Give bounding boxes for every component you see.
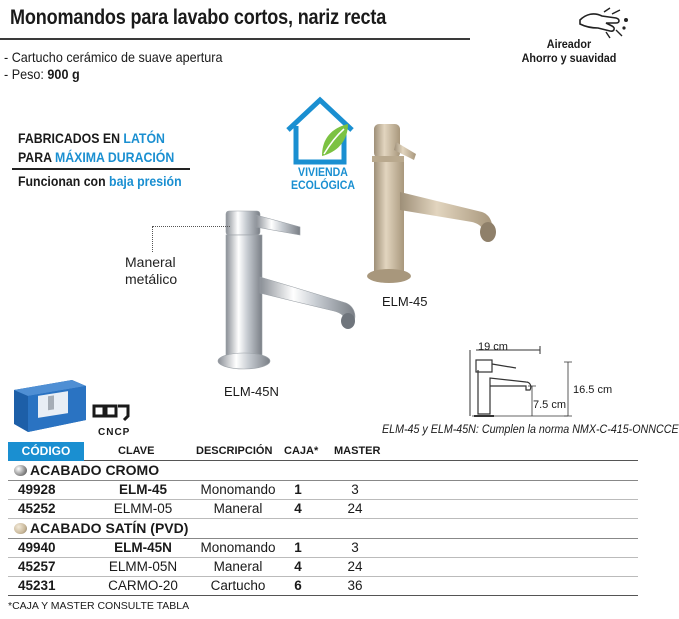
- cell-master: 3: [351, 540, 359, 555]
- cell-caja: 4: [294, 559, 302, 574]
- maneral-leader-v: [152, 226, 153, 252]
- cell-master: 24: [347, 559, 363, 574]
- header-caja: CAJA*: [284, 445, 319, 457]
- norma-note: ELM-45 y ELM-45N: Cumplen la norma NMX-C-415-ONNCCE: [382, 424, 679, 436]
- cell-codigo: 45252: [18, 501, 56, 516]
- elm45n-label: ELM-45N: [224, 384, 279, 399]
- callout-divider: [12, 168, 190, 170]
- dimension-width: 19 cm: [478, 341, 508, 353]
- cell-descripcion: Monomando: [200, 540, 276, 555]
- cell-master: 24: [347, 501, 363, 516]
- cell-codigo: 45257: [18, 559, 56, 574]
- cell-master: 3: [351, 482, 359, 497]
- maneral-callout: [125, 254, 177, 288]
- header-master: MASTER: [334, 445, 381, 457]
- spec-peso-value: 900 g: [47, 66, 80, 82]
- aireador-subtitle: Ahorro y suavidad: [521, 51, 617, 65]
- maneral-line1: Maneral: [125, 254, 176, 270]
- vivienda-line1: VIVIENDA: [298, 165, 348, 179]
- dimension-height: 16.5 cm: [573, 384, 613, 396]
- maneral-leader-h: [152, 226, 230, 227]
- table-row: [8, 500, 638, 519]
- cell-caja: 4: [294, 501, 302, 516]
- elm45-label: ELM-45: [382, 294, 428, 309]
- page-title: Monomandos para lavabo cortos, nariz recta: [10, 6, 387, 29]
- hand-water-icon: [576, 6, 634, 40]
- cncp-label: CNCP: [98, 427, 131, 438]
- cell-descripcion: Maneral: [213, 501, 263, 516]
- maxima-duracion-text: MÁXIMA DURACIÓN: [54, 149, 175, 165]
- aireador-caption: [516, 37, 622, 65]
- eco-house-icon: [282, 94, 358, 166]
- cell-clave: ELMM-05: [113, 501, 173, 516]
- faucet-satin-image: [352, 120, 512, 290]
- cell-caja: 1: [294, 540, 302, 555]
- spec-peso-label: - Peso:: [4, 66, 48, 82]
- baja-presion-text: baja presión: [109, 173, 182, 189]
- dimension-spout: 7.5 cm: [533, 399, 567, 411]
- maneral-line2: metálico: [125, 271, 178, 287]
- product-box-image: [12, 376, 88, 434]
- title-divider: [0, 38, 470, 40]
- cell-descripcion: Cartucho: [210, 578, 266, 593]
- cell-codigo: 45231: [18, 578, 56, 593]
- para-text: PARA: [18, 149, 55, 165]
- chrome-finish-icon: [14, 465, 27, 476]
- vivienda-line2: ECOLÓGICA: [291, 178, 355, 192]
- fabricados-callout: [18, 129, 174, 167]
- cell-caja: 6: [294, 578, 302, 593]
- cell-master: 36: [347, 578, 363, 593]
- cell-descripcion: Monomando: [200, 482, 276, 497]
- header-codigo: CÓDIGO: [8, 442, 84, 461]
- faucet-chrome-image: [204, 205, 374, 385]
- table-row: [8, 577, 638, 596]
- table-footnote: *CAJA Y MASTER CONSULTE TABLA: [8, 600, 190, 612]
- fabricados-line1: [18, 129, 174, 148]
- cell-descripcion: Maneral: [213, 559, 263, 574]
- cell-codigo: 49940: [18, 540, 56, 555]
- aireador-title: Aireador: [546, 37, 592, 51]
- section-cromo: [8, 461, 638, 481]
- satin-finish-icon: [14, 523, 27, 534]
- laton-text: LATÓN: [123, 130, 165, 146]
- table-row: [8, 539, 638, 558]
- header-descripcion: DESCRIPCIÓN: [196, 445, 273, 457]
- spec-cartucho: - Cartucho cerámico de suave apertura: [4, 49, 223, 65]
- table-row: [8, 558, 638, 577]
- cncp-logo-icon: [92, 404, 132, 428]
- spec-list: [4, 49, 247, 83]
- funcionan-text: Funcionan con: [18, 173, 110, 189]
- spec-peso: [4, 66, 223, 83]
- table-header: [8, 442, 638, 461]
- cell-caja: 1: [294, 482, 302, 497]
- section-satin: [8, 519, 638, 539]
- cell-codigo: 49928: [18, 482, 56, 497]
- cell-clave: CARMO-20: [108, 578, 178, 593]
- table-row: [8, 481, 638, 500]
- section-satin-label: ACABADO SATÍN (PVD): [30, 520, 189, 536]
- cell-clave: ELM-45: [118, 482, 167, 497]
- baja-presion-callout: [18, 173, 182, 189]
- product-table: [8, 442, 638, 596]
- cell-clave: ELM-45N: [114, 540, 172, 555]
- section-cromo-label: ACABADO CROMO: [30, 462, 160, 478]
- fabricados-line2: [18, 148, 174, 167]
- fabricados-text: FABRICADOS EN: [18, 130, 124, 146]
- header-clave: CLAVE: [118, 445, 155, 457]
- cell-clave: ELMM-05N: [108, 559, 178, 574]
